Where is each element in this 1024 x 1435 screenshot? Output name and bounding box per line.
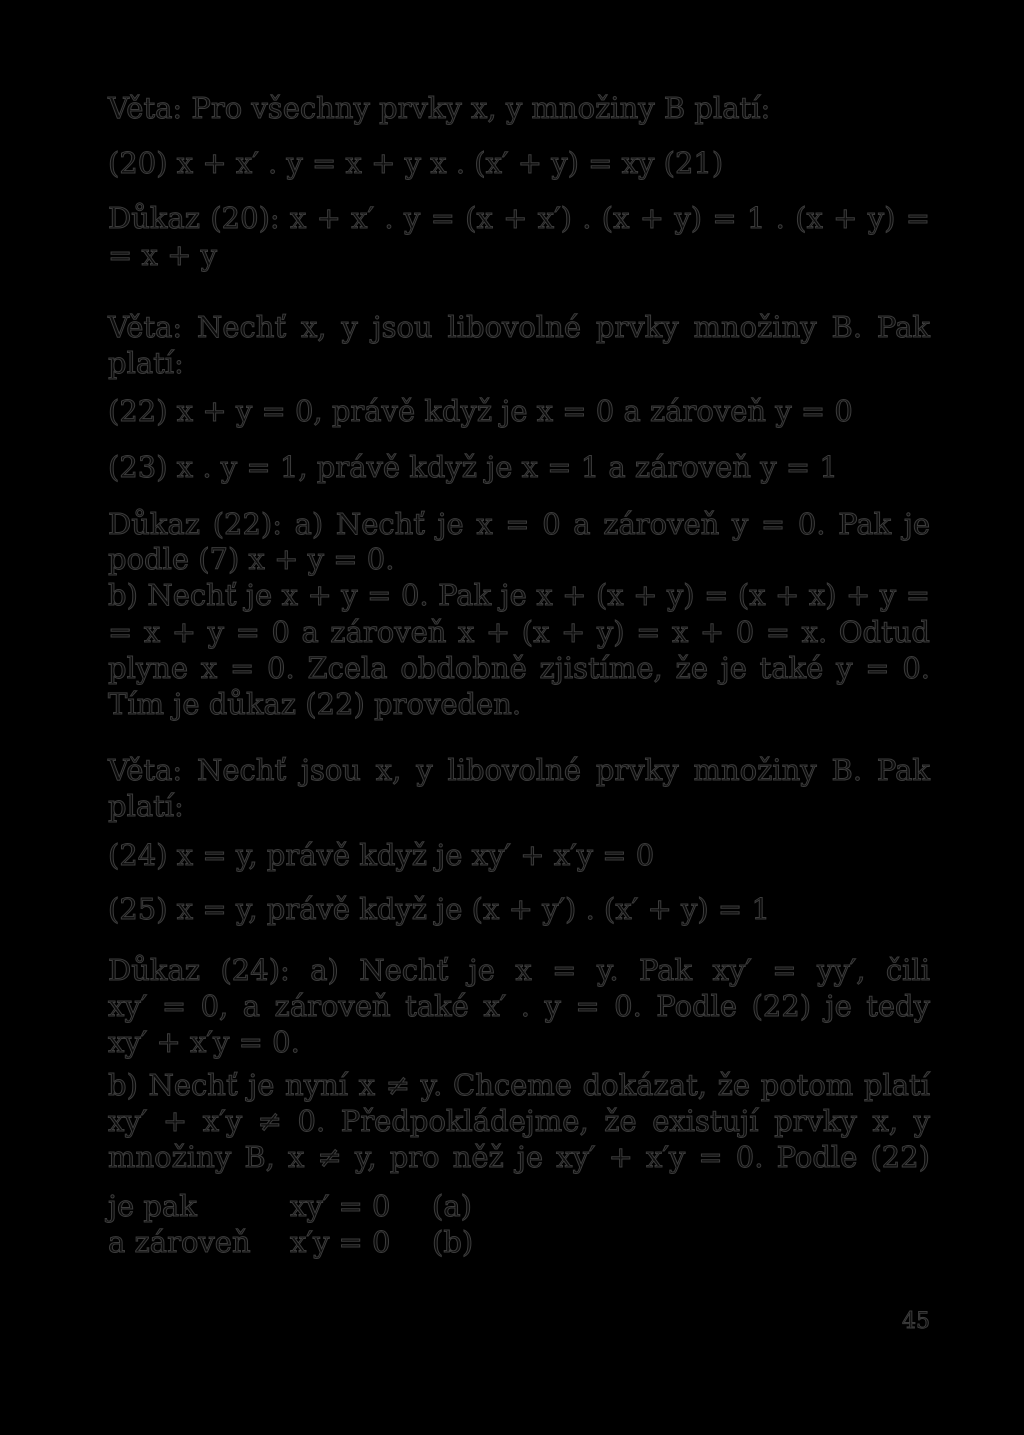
proof-line: = x + y: [108, 238, 217, 272]
table-row-equation: x′y = 0: [290, 1225, 391, 1259]
table-row-tag: (a): [432, 1189, 472, 1223]
theorem-heading: Věta: Pro všechny prvky x, y množiny B platí:: [108, 91, 771, 125]
proof-line: xy′ + x′y = 0.: [108, 1025, 300, 1059]
proof-line: xy′ = 0, a zároveň také x′ . y = 0. Podle (22) je tedy: [108, 989, 930, 1023]
table-row-label: je pak: [108, 1189, 197, 1223]
proof-line: podle (7) x + y = 0.: [108, 542, 395, 576]
proof-line: Důkaz (24): a) Nechť je x = y. Pak xy′ = yy′, čili: [108, 953, 930, 987]
proof-line: = x + y = 0 a zároveň x + (x + y) = x + 0 = x. Odtud: [108, 615, 930, 649]
table-row-tag: (b): [432, 1225, 474, 1259]
proof-line: b) Nechť je x + y = 0. Pak je x + (x + y) = (x + x) + y =: [108, 578, 930, 612]
equation-22: (22) x + y = 0, právě když je x = 0 a zároveň y = 0: [108, 394, 853, 428]
proof-line: b) Nechť je nyní x ≠ y. Chceme dokázat, že potom platí: [108, 1068, 930, 1102]
table-row-equation: xy′ = 0: [290, 1189, 391, 1223]
proof-line: Tím je důkaz (22) proveden.: [108, 687, 522, 721]
table-row-label: a zároveň: [108, 1225, 251, 1259]
theorem-line: platí:: [108, 789, 184, 823]
equation-24: (24) x = y, právě když je xy′ + x′y = 0: [108, 838, 655, 872]
proof-line: plyne x = 0. Zcela obdobně zjistíme, že je také y = 0.: [108, 651, 930, 685]
proof-line: množiny B, x ≠ y, pro něž je xy′ + x′y = 0. Podle (22): [108, 1140, 930, 1174]
proof-line: xy′ + x′y ≠ 0. Předpokládejme, že existují prvky x, y: [108, 1104, 930, 1138]
equation-25: (25) x = y, právě když je (x + y′) . (x′ + y) = 1: [108, 892, 770, 926]
theorem-heading: Věta: Nechť x, y jsou libovolné prvky množiny B. Pak: [108, 310, 930, 344]
theorem-heading: Věta: Nechť jsou x, y libovolné prvky množiny B. Pak: [108, 753, 930, 787]
page-number: 45: [902, 1309, 930, 1334]
theorem-line: platí:: [108, 346, 184, 380]
proof-line: Důkaz (22): a) Nechť je x = 0 a zároveň y = 0. Pak je: [108, 507, 930, 541]
equation-20-21: (20) x + x′ . y = x + y x . (x′ + y) = xy (21): [108, 146, 724, 180]
proof-line: Důkaz (20): x + x′ . y = (x + x′) . (x + y) = 1 . (x + y) =: [108, 201, 930, 235]
equation-23: (23) x . y = 1, právě když je x = 1 a zároveň y = 1: [108, 450, 838, 484]
